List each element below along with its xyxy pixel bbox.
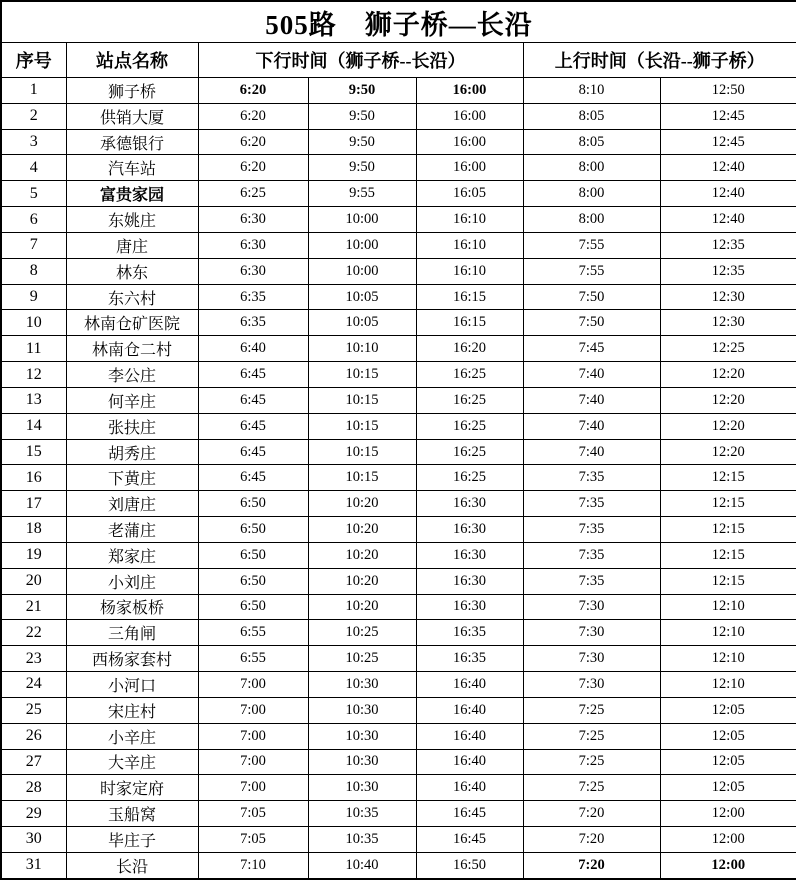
table-row	[1, 542, 796, 568]
seq-cell: 13	[1, 387, 66, 413]
up-time-cell: 7:40	[523, 362, 660, 388]
down-time-cell: 16:05	[416, 181, 523, 207]
down-time-cell: 16:35	[416, 646, 523, 672]
station-cell: 富贵家园	[66, 181, 198, 207]
table-row	[1, 103, 796, 129]
seq-cell: 4	[1, 155, 66, 181]
down-time-cell: 6:35	[198, 310, 308, 336]
down-time-cell: 16:00	[416, 103, 523, 129]
seq-cell: 15	[1, 439, 66, 465]
up-time-cell: 7:50	[523, 284, 660, 310]
table-row	[1, 568, 796, 594]
station-cell: 宋庄村	[66, 697, 198, 723]
table-row	[1, 310, 796, 336]
down-time-cell: 16:25	[416, 387, 523, 413]
timetable-body	[1, 78, 796, 880]
down-time-cell: 10:30	[308, 697, 416, 723]
down-time-cell: 9:50	[308, 103, 416, 129]
station-cell: 东姚庄	[66, 207, 198, 233]
up-time-cell: 8:00	[523, 155, 660, 181]
col-header-station: 站点名称	[66, 43, 198, 78]
down-time-cell: 6:30	[198, 232, 308, 258]
up-time-cell: 7:25	[523, 723, 660, 749]
down-time-cell: 7:00	[198, 697, 308, 723]
up-time-cell: 7:20	[523, 852, 660, 879]
table-row	[1, 284, 796, 310]
down-time-cell: 10:25	[308, 620, 416, 646]
seq-cell: 28	[1, 775, 66, 801]
seq-cell: 29	[1, 801, 66, 827]
table-row	[1, 78, 796, 104]
down-time-cell: 6:55	[198, 646, 308, 672]
up-time-cell: 12:35	[660, 232, 796, 258]
down-time-cell: 6:20	[198, 78, 308, 104]
up-time-cell: 7:40	[523, 387, 660, 413]
up-time-cell: 7:25	[523, 749, 660, 775]
table-row	[1, 749, 796, 775]
down-time-cell: 16:00	[416, 78, 523, 104]
station-cell: 小刘庄	[66, 568, 198, 594]
up-time-cell: 12:40	[660, 207, 796, 233]
table-row	[1, 207, 796, 233]
table-row	[1, 387, 796, 413]
seq-cell: 31	[1, 852, 66, 879]
down-time-cell: 16:20	[416, 336, 523, 362]
up-time-cell: 12:05	[660, 697, 796, 723]
up-time-cell: 7:45	[523, 336, 660, 362]
up-time-cell: 7:30	[523, 620, 660, 646]
station-cell: 胡秀庄	[66, 439, 198, 465]
table-row	[1, 413, 796, 439]
table-row	[1, 155, 796, 181]
down-time-cell: 16:00	[416, 155, 523, 181]
station-cell: 西杨家套村	[66, 646, 198, 672]
down-time-cell: 16:10	[416, 258, 523, 284]
up-time-cell: 7:35	[523, 542, 660, 568]
down-time-cell: 16:40	[416, 775, 523, 801]
down-time-cell: 16:10	[416, 232, 523, 258]
up-time-cell: 12:10	[660, 594, 796, 620]
down-time-cell: 6:20	[198, 155, 308, 181]
down-time-cell: 16:45	[416, 801, 523, 827]
station-cell: 玉船窝	[66, 801, 198, 827]
seq-cell: 21	[1, 594, 66, 620]
up-time-cell: 7:50	[523, 310, 660, 336]
seq-cell: 3	[1, 129, 66, 155]
col-header-up-times: 上行时间（长沿--狮子桥）	[523, 43, 796, 78]
up-time-cell: 7:25	[523, 775, 660, 801]
table-row	[1, 852, 796, 879]
up-time-cell: 12:50	[660, 78, 796, 104]
down-time-cell: 10:30	[308, 749, 416, 775]
seq-cell: 14	[1, 413, 66, 439]
up-time-cell: 12:30	[660, 310, 796, 336]
station-cell: 杨家板桥	[66, 594, 198, 620]
table-row	[1, 129, 796, 155]
up-time-cell: 12:30	[660, 284, 796, 310]
table-row	[1, 697, 796, 723]
down-time-cell: 6:20	[198, 103, 308, 129]
seq-cell: 6	[1, 207, 66, 233]
down-time-cell: 10:30	[308, 723, 416, 749]
up-time-cell: 7:55	[523, 258, 660, 284]
down-time-cell: 6:45	[198, 465, 308, 491]
column-header-row	[1, 43, 796, 78]
down-time-cell: 10:00	[308, 232, 416, 258]
down-time-cell: 10:15	[308, 362, 416, 388]
up-time-cell: 7:25	[523, 697, 660, 723]
down-time-cell: 10:20	[308, 517, 416, 543]
table-row	[1, 827, 796, 853]
down-time-cell: 10:05	[308, 310, 416, 336]
up-time-cell: 12:20	[660, 439, 796, 465]
up-time-cell: 12:25	[660, 336, 796, 362]
up-time-cell: 12:10	[660, 620, 796, 646]
down-time-cell: 10:10	[308, 336, 416, 362]
down-time-cell: 7:00	[198, 672, 308, 698]
down-time-cell: 10:30	[308, 775, 416, 801]
up-time-cell: 8:00	[523, 181, 660, 207]
seq-cell: 5	[1, 181, 66, 207]
down-time-cell: 10:15	[308, 387, 416, 413]
station-cell: 毕庄子	[66, 827, 198, 853]
up-time-cell: 7:35	[523, 517, 660, 543]
table-row	[1, 439, 796, 465]
station-cell: 林东	[66, 258, 198, 284]
station-cell: 小河口	[66, 672, 198, 698]
down-time-cell: 10:25	[308, 646, 416, 672]
up-time-cell: 7:30	[523, 646, 660, 672]
down-time-cell: 6:45	[198, 387, 308, 413]
down-time-cell: 10:15	[308, 465, 416, 491]
station-cell: 李公庄	[66, 362, 198, 388]
down-time-cell: 6:50	[198, 517, 308, 543]
table-row	[1, 672, 796, 698]
up-time-cell: 12:40	[660, 155, 796, 181]
down-time-cell: 10:00	[308, 258, 416, 284]
down-time-cell: 16:25	[416, 465, 523, 491]
down-time-cell: 6:45	[198, 362, 308, 388]
down-time-cell: 6:45	[198, 439, 308, 465]
table-row	[1, 775, 796, 801]
down-time-cell: 16:40	[416, 697, 523, 723]
down-time-cell: 6:50	[198, 568, 308, 594]
station-cell: 唐庄	[66, 232, 198, 258]
table-row	[1, 723, 796, 749]
seq-cell: 11	[1, 336, 66, 362]
up-time-cell: 7:55	[523, 232, 660, 258]
station-cell: 长沿	[66, 852, 198, 879]
up-time-cell: 12:15	[660, 465, 796, 491]
down-time-cell: 10:20	[308, 568, 416, 594]
down-time-cell: 16:25	[416, 362, 523, 388]
up-time-cell: 12:35	[660, 258, 796, 284]
down-time-cell: 16:30	[416, 594, 523, 620]
up-time-cell: 8:05	[523, 129, 660, 155]
seq-cell: 30	[1, 827, 66, 853]
down-time-cell: 6:35	[198, 284, 308, 310]
table-row	[1, 465, 796, 491]
down-time-cell: 9:50	[308, 129, 416, 155]
down-time-cell: 9:55	[308, 181, 416, 207]
down-time-cell: 7:10	[198, 852, 308, 879]
station-cell: 时家定府	[66, 775, 198, 801]
table-row	[1, 491, 796, 517]
down-time-cell: 6:50	[198, 491, 308, 517]
up-time-cell: 7:35	[523, 491, 660, 517]
up-time-cell: 12:05	[660, 749, 796, 775]
down-time-cell: 10:35	[308, 801, 416, 827]
down-time-cell: 16:40	[416, 749, 523, 775]
station-cell: 张扶庄	[66, 413, 198, 439]
table-row	[1, 336, 796, 362]
down-time-cell: 16:30	[416, 491, 523, 517]
up-time-cell: 12:45	[660, 103, 796, 129]
up-time-cell: 12:45	[660, 129, 796, 155]
seq-cell: 17	[1, 491, 66, 517]
up-time-cell: 7:20	[523, 801, 660, 827]
down-time-cell: 10:20	[308, 542, 416, 568]
seq-cell: 26	[1, 723, 66, 749]
table-row	[1, 258, 796, 284]
up-time-cell: 12:00	[660, 827, 796, 853]
down-time-cell: 16:00	[416, 129, 523, 155]
down-time-cell: 7:00	[198, 749, 308, 775]
up-time-cell: 8:05	[523, 103, 660, 129]
seq-cell: 19	[1, 542, 66, 568]
down-time-cell: 10:30	[308, 672, 416, 698]
up-time-cell: 7:40	[523, 439, 660, 465]
station-cell: 何辛庄	[66, 387, 198, 413]
seq-cell: 9	[1, 284, 66, 310]
seq-cell: 25	[1, 697, 66, 723]
up-time-cell: 12:15	[660, 491, 796, 517]
col-header-down-times: 下行时间（狮子桥--长沿）	[198, 43, 523, 78]
down-time-cell: 10:00	[308, 207, 416, 233]
table-row	[1, 646, 796, 672]
table-row	[1, 594, 796, 620]
down-time-cell: 10:05	[308, 284, 416, 310]
down-time-cell: 9:50	[308, 155, 416, 181]
down-time-cell: 16:10	[416, 207, 523, 233]
up-time-cell: 12:15	[660, 517, 796, 543]
up-time-cell: 8:00	[523, 207, 660, 233]
down-time-cell: 16:50	[416, 852, 523, 879]
station-cell: 郑家庄	[66, 542, 198, 568]
up-time-cell: 12:20	[660, 413, 796, 439]
seq-cell: 2	[1, 103, 66, 129]
seq-cell: 27	[1, 749, 66, 775]
down-time-cell: 6:45	[198, 413, 308, 439]
seq-cell: 8	[1, 258, 66, 284]
down-time-cell: 9:50	[308, 78, 416, 104]
down-time-cell: 7:05	[198, 827, 308, 853]
station-cell: 林南仓矿医院	[66, 310, 198, 336]
station-cell: 大辛庄	[66, 749, 198, 775]
down-time-cell: 16:40	[416, 672, 523, 698]
down-time-cell: 6:40	[198, 336, 308, 362]
down-time-cell: 16:25	[416, 413, 523, 439]
table-row	[1, 232, 796, 258]
station-cell: 小辛庄	[66, 723, 198, 749]
up-time-cell: 12:00	[660, 801, 796, 827]
station-cell: 供销大厦	[66, 103, 198, 129]
up-time-cell: 7:30	[523, 594, 660, 620]
seq-cell: 16	[1, 465, 66, 491]
table-row	[1, 801, 796, 827]
down-time-cell: 16:15	[416, 310, 523, 336]
down-time-cell: 16:45	[416, 827, 523, 853]
station-cell: 承德银行	[66, 129, 198, 155]
station-cell: 下黄庄	[66, 465, 198, 491]
down-time-cell: 10:15	[308, 439, 416, 465]
seq-cell: 24	[1, 672, 66, 698]
down-time-cell: 6:25	[198, 181, 308, 207]
up-time-cell: 7:30	[523, 672, 660, 698]
col-header-seq: 序号	[1, 43, 66, 78]
table-row	[1, 620, 796, 646]
up-time-cell: 12:10	[660, 672, 796, 698]
down-time-cell: 7:00	[198, 723, 308, 749]
up-time-cell: 8:10	[523, 78, 660, 104]
table-row	[1, 181, 796, 207]
down-time-cell: 16:30	[416, 568, 523, 594]
down-time-cell: 16:25	[416, 439, 523, 465]
seq-cell: 10	[1, 310, 66, 336]
table-row	[1, 362, 796, 388]
station-cell: 刘唐庄	[66, 491, 198, 517]
down-time-cell: 16:15	[416, 284, 523, 310]
up-time-cell: 12:00	[660, 852, 796, 879]
up-time-cell: 7:40	[523, 413, 660, 439]
station-cell: 老蒲庄	[66, 517, 198, 543]
down-time-cell: 10:20	[308, 491, 416, 517]
seq-cell: 23	[1, 646, 66, 672]
seq-cell: 12	[1, 362, 66, 388]
station-cell: 三角闸	[66, 620, 198, 646]
down-time-cell: 10:15	[308, 413, 416, 439]
down-time-cell: 6:30	[198, 258, 308, 284]
up-time-cell: 12:05	[660, 723, 796, 749]
seq-cell: 7	[1, 232, 66, 258]
up-time-cell: 12:05	[660, 775, 796, 801]
up-time-cell: 12:10	[660, 646, 796, 672]
station-cell: 狮子桥	[66, 78, 198, 104]
station-cell: 林南仓二村	[66, 336, 198, 362]
down-time-cell: 6:20	[198, 129, 308, 155]
page-title: 505路 狮子桥—长沿	[1, 1, 796, 43]
down-time-cell: 6:30	[198, 207, 308, 233]
down-time-cell: 16:35	[416, 620, 523, 646]
down-time-cell: 10:40	[308, 852, 416, 879]
down-time-cell: 6:55	[198, 620, 308, 646]
down-time-cell: 6:50	[198, 542, 308, 568]
down-time-cell: 16:40	[416, 723, 523, 749]
seq-cell: 18	[1, 517, 66, 543]
down-time-cell: 7:05	[198, 801, 308, 827]
up-time-cell: 12:40	[660, 181, 796, 207]
seq-cell: 1	[1, 78, 66, 104]
station-cell: 东六村	[66, 284, 198, 310]
up-time-cell: 12:20	[660, 362, 796, 388]
down-time-cell: 6:50	[198, 594, 308, 620]
up-time-cell: 7:20	[523, 827, 660, 853]
down-time-cell: 16:30	[416, 517, 523, 543]
seq-cell: 20	[1, 568, 66, 594]
title-row	[1, 1, 796, 43]
down-time-cell: 7:00	[198, 775, 308, 801]
up-time-cell: 12:15	[660, 568, 796, 594]
up-time-cell: 7:35	[523, 465, 660, 491]
seq-cell: 22	[1, 620, 66, 646]
up-time-cell: 12:15	[660, 542, 796, 568]
station-cell: 汽车站	[66, 155, 198, 181]
up-time-cell: 12:20	[660, 387, 796, 413]
down-time-cell: 10:35	[308, 827, 416, 853]
table-row	[1, 517, 796, 543]
down-time-cell: 10:20	[308, 594, 416, 620]
up-time-cell: 7:35	[523, 568, 660, 594]
down-time-cell: 16:30	[416, 542, 523, 568]
